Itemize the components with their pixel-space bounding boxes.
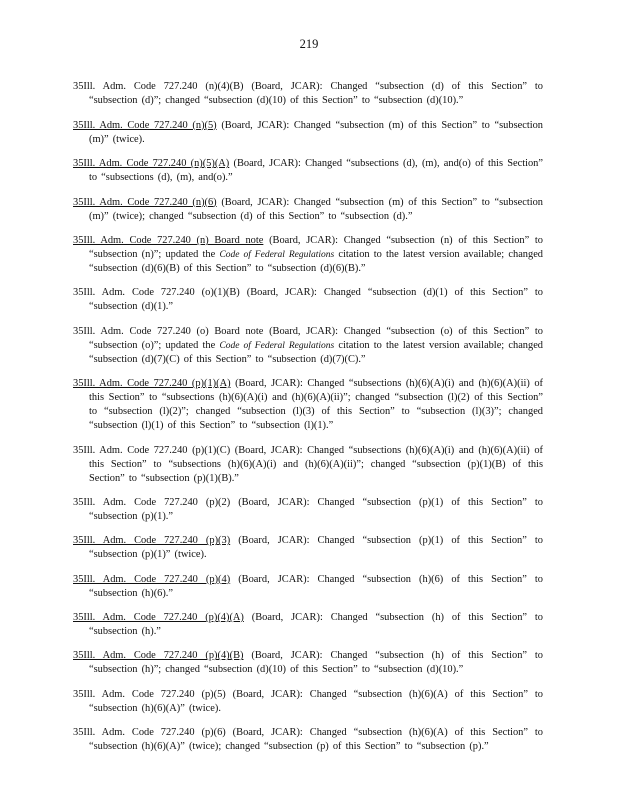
code-citation: 35Ill. Adm. Code 727.240 (n)(5) [73, 119, 217, 131]
code-citation: 35Ill. Adm. Code 727.240 (p)(2) [73, 496, 231, 508]
amendment-text: (Board, JCAR): Changed “subsection (h) of this Section” to “subsection (h).” [89, 612, 543, 638]
amendment-text: (Board, JCAR): Changed “subsections (d), (m), and(o) of this Section” to “subsections (d), (m), and(o).” [89, 158, 543, 184]
amendment-text: (Board, JCAR): Changed “subsections (h)(6)(A)(i) and (h)(6)(A)(ii) of this Section” to “subsections (h)(6)(A)(i) and (h)(6)(A)(ii)”; changed “subsection (l)(2) of this Section” to “subsection (l)(2)”; changed “subsection (l)(3) of this Section” to “subsection (l)(3)”; changed “subsection (l)(1) of this Section” to “subsection (l)(1).” [89, 378, 543, 432]
amendment-text: (Board, JCAR): Changed “subsection (p)(1) of this Section” to “subsection (p)(1).” [89, 496, 543, 522]
cfr-title-italic: Code of Federal Regulations [219, 340, 335, 351]
code-citation: 35Ill. Adm. Code 727.240 (p)(4) [73, 573, 231, 585]
code-citation: 35Ill. Adm. Code 727.240 (p)(5) [73, 688, 226, 700]
list-item [73, 726, 543, 754]
page-number: 219 [299, 37, 319, 51]
amendment-text: (Board, JCAR): Changed “subsection (n) of this Section” to “subsection (n)”; updated the [89, 234, 543, 260]
amendment-text-continued: citation to the latest version available; changed “subsection (d)(6)(B) of this Section” to “subsection (d)(6)(B).” [89, 248, 543, 274]
code-citation: 35Ill. Adm. Code 727.240 (p)(4)(B) [73, 650, 244, 662]
list-item [73, 196, 543, 224]
cfr-title-italic: Code of Federal Regulations [219, 249, 335, 260]
code-citation: 35Ill. Adm. Code 727.240 (o)(1)(B) [73, 287, 240, 299]
list-item [73, 286, 543, 314]
code-citation: 35Ill. Adm. Code 727.240 (p)(6) [73, 727, 226, 739]
code-citation: 35Ill. Adm. Code 727.240 (n)(6) [73, 196, 217, 208]
list-item [73, 688, 543, 716]
list-item [73, 377, 543, 433]
code-citation: 35Ill. Adm. Code 727.240 (o) Board note [73, 325, 264, 337]
amendment-text: (Board, JCAR): Changed “subsection (p)(1) of this Section” to “subsection (p)(1)” (twice). [89, 535, 543, 561]
list-item [73, 119, 543, 147]
list-item [73, 157, 543, 185]
amendment-text: (Board, JCAR): Changed “subsection (m) of this Section” to “subsection (m)” (twice); changed “subsection (d) of this Section” to “subsection (d).” [89, 196, 543, 222]
amendment-text: (Board, JCAR): Changed “subsection (h)(6)(A) of this Section” to “subsection (h)(6)(A)” (twice); changed “subsection (p) of this Section” to “subsection (p).” [89, 727, 544, 753]
amendment-text: (Board, JCAR): Changed “subsection (h) of this Section” to “subsection (h)”; changed “subsection (d)(10) of this Section” to “subsection (d)(10).” [89, 650, 543, 676]
amendment-text: (Board, JCAR): Changed “subsection (o) of this Section” to “subsection (o)”; updated the [89, 325, 543, 351]
list-item [73, 649, 543, 677]
list-item [73, 444, 543, 486]
list-item [73, 80, 543, 108]
code-citation: 35Ill. Adm. Code 727.240 (p)(1)(C) [73, 444, 231, 456]
amendment-text: (Board, JCAR): Changed “subsection (m) of this Section” to “subsection (m)” (twice). [89, 119, 543, 145]
code-citation: 35Ill. Adm. Code 727.240 (n)(4)(B) [73, 81, 244, 93]
code-citation: 35Ill. Adm. Code 727.240 (p)(4)(A) [73, 612, 244, 624]
amendment-text: (Board, JCAR): Changed “subsection (h)(6) of this Section” to “subsection (h)(6).” [89, 573, 543, 599]
amendment-text: (Board, JCAR): Changed “subsections (h)(6)(A)(i) and (h)(6)(A)(ii) of this Section” to “subsections (h)(6)(A)(i) and (h)(6)(A)(ii)”; changed “subsection (p)(1)(B) of this Section” to “subsection (p)(1)(B).” [89, 444, 544, 484]
list-item [73, 496, 543, 524]
code-citation: 35Ill. Adm. Code 727.240 (p)(3) [73, 535, 231, 547]
amendment-text: (Board, JCAR): Changed “subsection (d)(1) of this Section” to “subsection (d)(1).” [89, 287, 544, 313]
list-item [73, 325, 543, 367]
list-item [73, 234, 543, 276]
amendment-text: (Board, JCAR): Changed “subsection (d) of this Section” to “subsection (d)”; changed “subsection (d)(10) of this Section” to “subsection (d)(10).” [89, 81, 543, 107]
amendment-text: (Board, JCAR): Changed “subsection (h)(6)(A) of this Section” to “subsection (h)(6)(A)” (twice). [89, 688, 544, 714]
code-citation: 35Ill. Adm. Code 727.240 (n) Board note [73, 234, 264, 246]
code-citation: 35Ill. Adm. Code 727.240 (p)(1)(A) [73, 378, 231, 390]
code-citation: 35Ill. Adm. Code 727.240 (n)(5)(A) [73, 158, 230, 170]
list-item [73, 611, 543, 639]
list-item [73, 573, 543, 601]
amendment-text-continued: citation to the latest version available; changed “subsection (d)(7)(C) of this Section” to “subsection (d)(7)(C).” [89, 339, 543, 365]
amendment-list [73, 70, 543, 762]
list-item [73, 534, 543, 562]
